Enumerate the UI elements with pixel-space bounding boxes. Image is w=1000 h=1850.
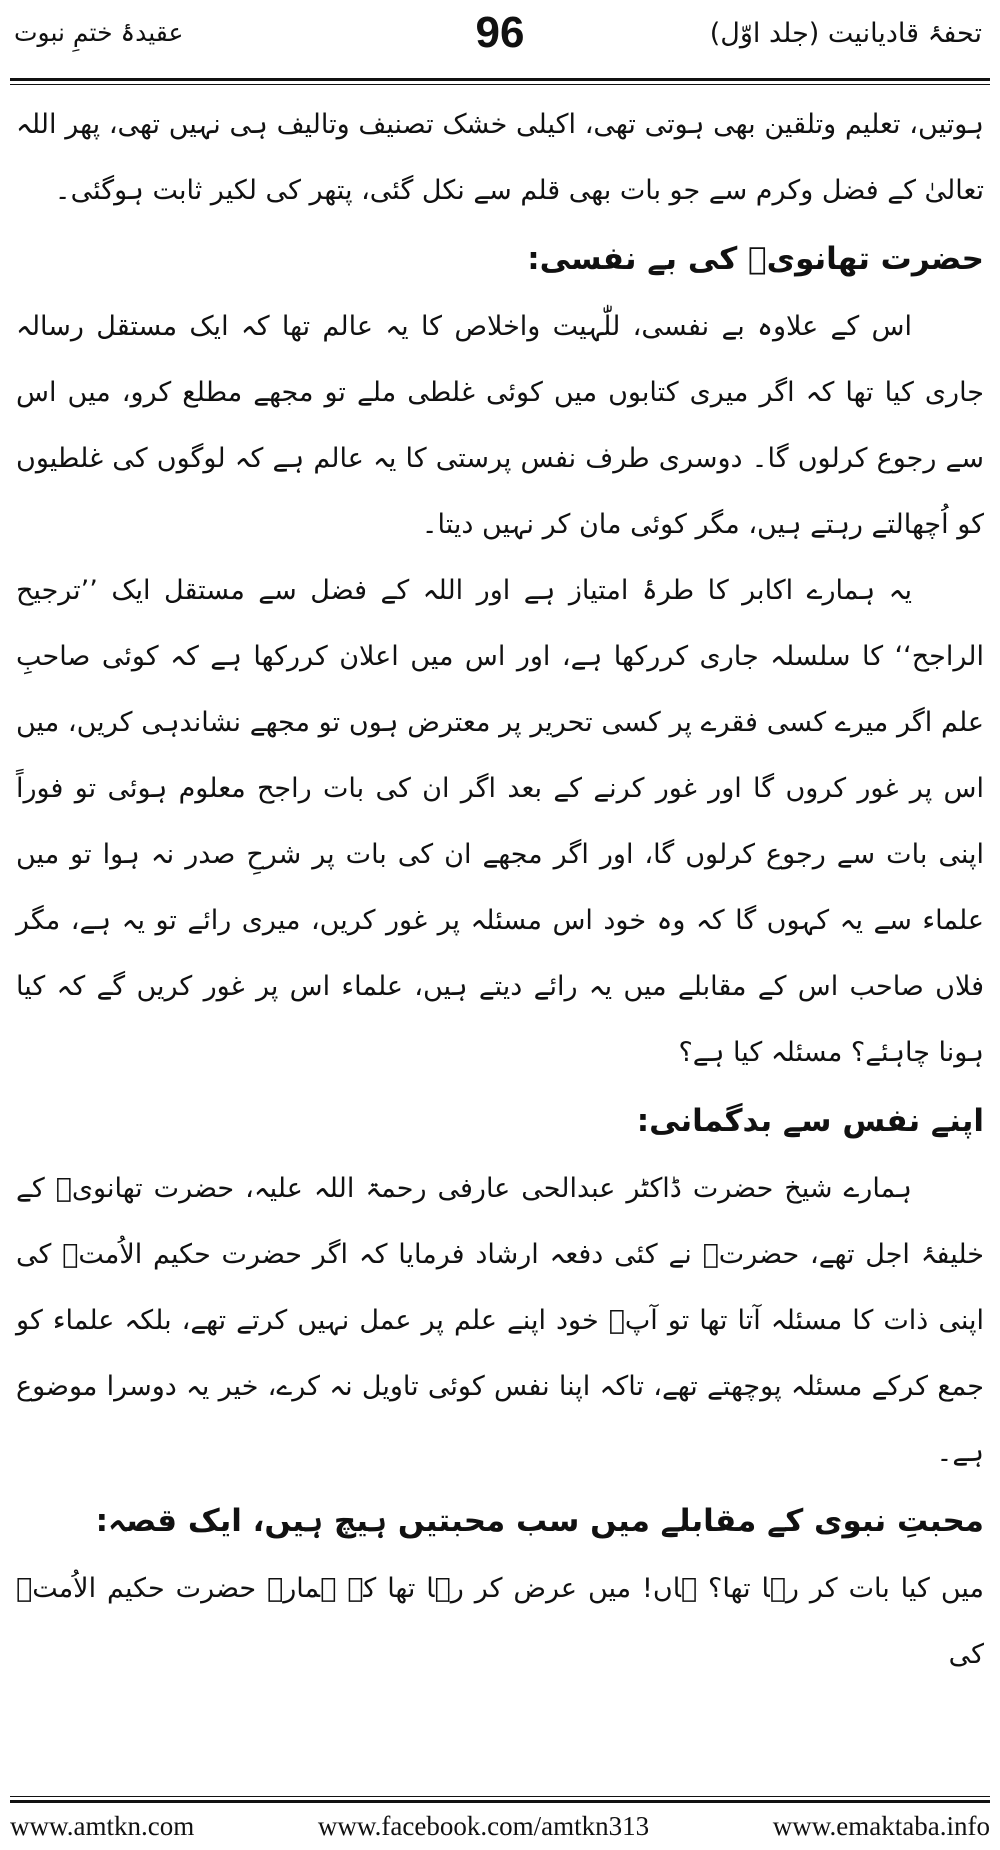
page-footer xyxy=(10,1808,990,1844)
paragraph-2: اس کے علاوہ بے نفسی، للّٰہیت واخلاص کا یہ عالم تھا کہ ایک مستقل رسالہ جاری کیا تھا کہ اگر میری کتابوں میں کوئی غلطی ملے تو مجھے مطلع کرو، میں اس سے رجوع کرلوں گا۔ دوسری طرف نفس پرستی کا یہ عالم ہے کہ لوگوں کی غلطیوں کو اُچھالتے رہتے ہیں، مگر کوئی مان کر نہیں دیتا۔ xyxy=(16,311,984,540)
footer-link-facebook[interactable]: www.facebook.com/amtkn313 xyxy=(317,1810,650,1841)
page-header xyxy=(10,0,990,76)
paragraph-4: ہمارے شیخ حضرت ڈاکٹر عبدالحی عارفی رحمۃ اللہ علیہ، حضرت تھانویؒ کے خلیفۂ اجل تھے، حضرتؒ نے کئی دفعہ ارشاد فرمایا کہ اگر حضرت حکیم الاُمتؒ کی اپنی ذات کا مسئلہ آتا تھا تو آپؒ خود اپنے علم پر عمل نہیں کرتے تھے، بلکہ علماء کو جمع کرکے مسئلہ پوچھتے تھے، تاکہ اپنا نفس کوئی تاویل نہ کرے، خیر یہ دوسرا موضوع ہے۔ xyxy=(16,1173,984,1468)
paragraph-3: یہ ہمارے اکابر کا طرۂ امتیاز ہے اور اللہ کے فضل سے مستقل ایک ’’ترجیح الراجح‘‘ کا سلسلہ جاری کررکھا ہے، اور اس میں اعلان کررکھا ہے کہ کوئی صاحبِ علم اگر میرے کسی فقرے پر کسی تحریر پر معترض ہوں تو مجھے نشاندہی کریں، میں اس پر غور کروں گا اور غور کرنے کے بعد اگر ان کی بات راجح معلوم ہوئی تو فوراً اپنی بات سے رجوع کرلوں گا، اور اگر مجھے ان کی بات پر شرحِ صدر نہ ہوا تو میں علماء سے یہ کہوں گا کہ وہ خود اس مسئلہ پر غور کریں، میری رائے تو یہ ہے، مگر فلاں صاحب اس کے مقابلے میں یہ رائے دیتے ہیں، علماء اس پر غور کریں گے کہ کیا ہونا چاہئے؟ مسئلہ کیا ہے؟ xyxy=(16,575,984,1068)
heading-2: اپنے نفس سے بدگمانی: xyxy=(636,1103,984,1139)
footer-link-amtkn[interactable]: www.amtkn.com xyxy=(10,1810,195,1841)
heading-3: محبتِ نبوی کے مقابلے میں سب محبتیں ہیچ ہیں، ایک قصہ: xyxy=(95,1503,984,1539)
page-number: 96 xyxy=(475,8,525,57)
footer-divider xyxy=(10,1796,990,1803)
heading-1: حضرت تھانویؒ کی بے نفسی: xyxy=(527,241,984,277)
section-title: عقیدۂ ختمِ نبوت xyxy=(14,18,184,47)
paragraph-5: میں کیا بات کر رہا تھا؟ ہاں! میں عرض کر رہا تھا کہ ہمارے حضرت حکیم الاُمتؒ کی xyxy=(16,1573,984,1670)
header-divider xyxy=(10,78,990,85)
footer-link-emaktaba[interactable]: www.emaktaba.info xyxy=(772,1810,990,1841)
paragraph-1: ہوتیں، تعلیم وتلقین بھی ہوتی تھی، اکیلی خشک تصنیف وتالیف ہی نہیں تھی، پھر اللہ تعالیٰ کے فضل وکرم سے جو بات بھی قلم سے نکل گئی، پتھر کی لکیر ثابت ہوگئی۔ xyxy=(16,109,984,206)
book-title: تحفۂ قادیانیت (جلد اوّل) xyxy=(709,18,982,49)
page-body xyxy=(16,92,984,1742)
